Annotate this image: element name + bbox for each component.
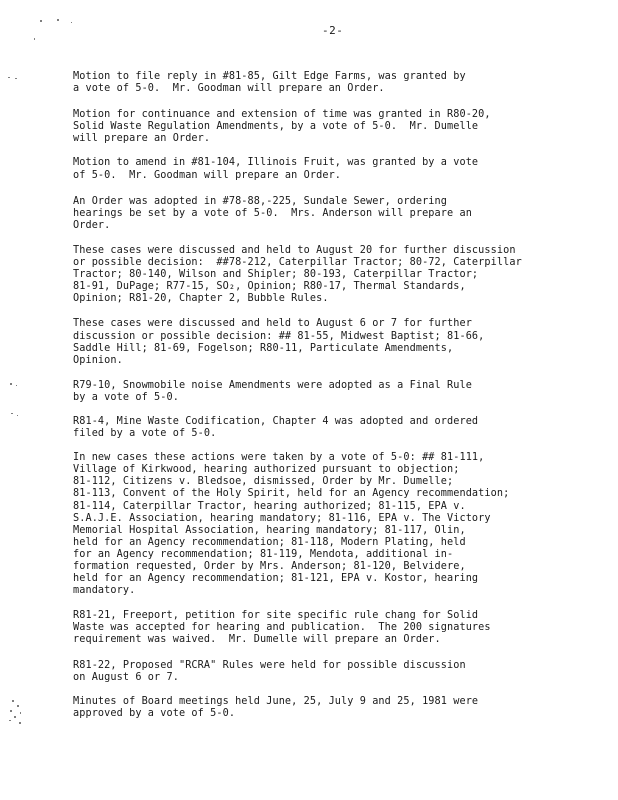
paragraph-august-6-7-cases <box>73 318 583 366</box>
paragraph-line: hearings be set by a vote of 5-0. Mrs. Anderson will prepare an <box>73 207 472 219</box>
paragraph-line: Tractor; 80-140, Wilson and Shipler; 80-193, Caterpillar Tractor; <box>73 269 479 281</box>
paragraph-snowmobile-noise <box>73 380 583 404</box>
paragraph-line: Solid Waste Regulation Amendments, by a vote of 5-0. Mr. Dumelle <box>73 121 479 133</box>
paragraph-sundale-sewer <box>73 196 583 232</box>
paragraph-line: will prepare an Order. <box>73 133 211 145</box>
paragraph-new-cases <box>73 452 583 597</box>
paragraph-line: 81-114, Caterpillar Tractor, hearing authorized; 81-115, EPA v. <box>73 500 466 512</box>
paragraph-line: of 5-0. Mr. Goodman will prepare an Order. <box>73 169 342 181</box>
paragraph-line: R81-4, Mine Waste Codification, Chapter 4 was adopted and ordered <box>73 415 479 427</box>
paragraph-line: on August 6 or 7. <box>73 671 179 683</box>
paragraph-freeport <box>73 610 583 646</box>
paragraph-minutes-approved <box>73 696 583 720</box>
paragraph-line: Opinion. <box>73 354 123 366</box>
paragraph-line: 81-91, DuPage; R77-15, SO₂, Opinion; R80-17, Thermal Standards, <box>73 281 466 293</box>
paragraph-line: Memorial Hospital Association, hearing mandatory; 81-117, Olin, <box>73 524 466 536</box>
paragraph-line: or possible decision: ##78-212, Caterpillar Tractor; 80-72, Caterpillar <box>73 257 522 269</box>
paragraph-line: Minutes of Board meetings held June, 25, July 9 and 25, 1981 were <box>73 695 479 707</box>
paragraph-line: Order. <box>73 219 111 231</box>
paragraph-rcra-rules <box>73 660 583 684</box>
paragraph-line: by a vote of 5-0. <box>73 391 179 403</box>
paragraph-gilt-edge-farms <box>73 71 583 95</box>
page-number: -2- <box>322 24 344 37</box>
paragraph-line: An Order was adopted in #78-88,-225, Sundale Sewer, ordering <box>73 195 448 207</box>
paragraph-august-20-cases <box>73 245 583 305</box>
paragraph-line: mandatory. <box>73 585 136 597</box>
paragraph-line: Saddle Hill; 81-69, Fogelson; R80-11, Particulate Amendments, <box>73 342 454 354</box>
minutes-body <box>73 71 583 720</box>
paragraph-line: Motion to amend in #81-104, Illinois Fruit, was granted by a vote <box>73 157 479 169</box>
paragraph-line: S.A.J.E. Association, hearing mandatory; 81-116, EPA v. The Victory <box>73 512 491 524</box>
paragraph-line: requirement was waived. Mr. Dumelle will prepare an Order. <box>73 634 441 646</box>
paragraph-mine-waste <box>73 416 583 440</box>
paragraph-line: Opinion; R81-20, Chapter 2, Bubble Rules. <box>73 293 329 305</box>
paragraph-line: R79-10, Snowmobile noise Amendments were adopted as a Final Rule <box>73 379 472 391</box>
paragraph-line: 81-112, Citizens v. Bledsoe, dismissed, Order by Mr. Dumelle; <box>73 476 454 488</box>
paragraph-solid-waste-continuance <box>73 109 583 145</box>
paragraph-illinois-fruit <box>73 157 583 181</box>
paragraph-line: Waste was accepted for hearing and publication. The 200 signatures <box>73 622 491 634</box>
paragraph-line: 81-113, Convent of the Holy Spirit, held for an Agency recommendation; <box>73 488 510 500</box>
paragraph-line: In new cases these actions were taken by a vote of 5-0: ## 81-111, <box>73 452 485 464</box>
paragraph-line: filed by a vote of 5-0. <box>73 428 217 440</box>
paragraph-line: R81-22, Proposed "RCRA" Rules were held for possible discussion <box>73 659 466 671</box>
paragraph-line: discussion or possible decision: ## 81-55, Midwest Baptist; 81-66, <box>73 330 485 342</box>
paragraph-line: approved by a vote of 5-0. <box>73 707 236 719</box>
paragraph-line: for an Agency recommendation; 81-119, Mendota, additional in- <box>73 548 454 560</box>
paragraph-line: Motion for continuance and extension of time was granted in R80-20, <box>73 109 491 121</box>
paragraph-line: formation requested, Order by Mrs. Anderson; 81-120, Belvidere, <box>73 561 466 572</box>
paragraph-line: a vote of 5-0. Mr. Goodman will prepare an Order. <box>73 83 385 95</box>
paragraph-line: R81-21, Freeport, petition for site specific rule chang for Solid <box>73 610 479 622</box>
paragraph-line: These cases were discussed and held to August 6 or 7 for further <box>73 318 472 330</box>
paragraph-line: Motion to file reply in #81-85, Gilt Edge Farms, was granted by <box>73 71 466 82</box>
paragraph-line: held for an Agency recommendation; 81-121, EPA v. Kostor, hearing <box>73 573 479 585</box>
paragraph-line: These cases were discussed and held to August 20 for further discussion <box>73 244 516 256</box>
paragraph-line: Village of Kirkwood, hearing authorized pursuant to objection; <box>73 464 460 476</box>
paragraph-line: held for an Agency recommendation; 81-118, Modern Plating, held <box>73 536 466 548</box>
